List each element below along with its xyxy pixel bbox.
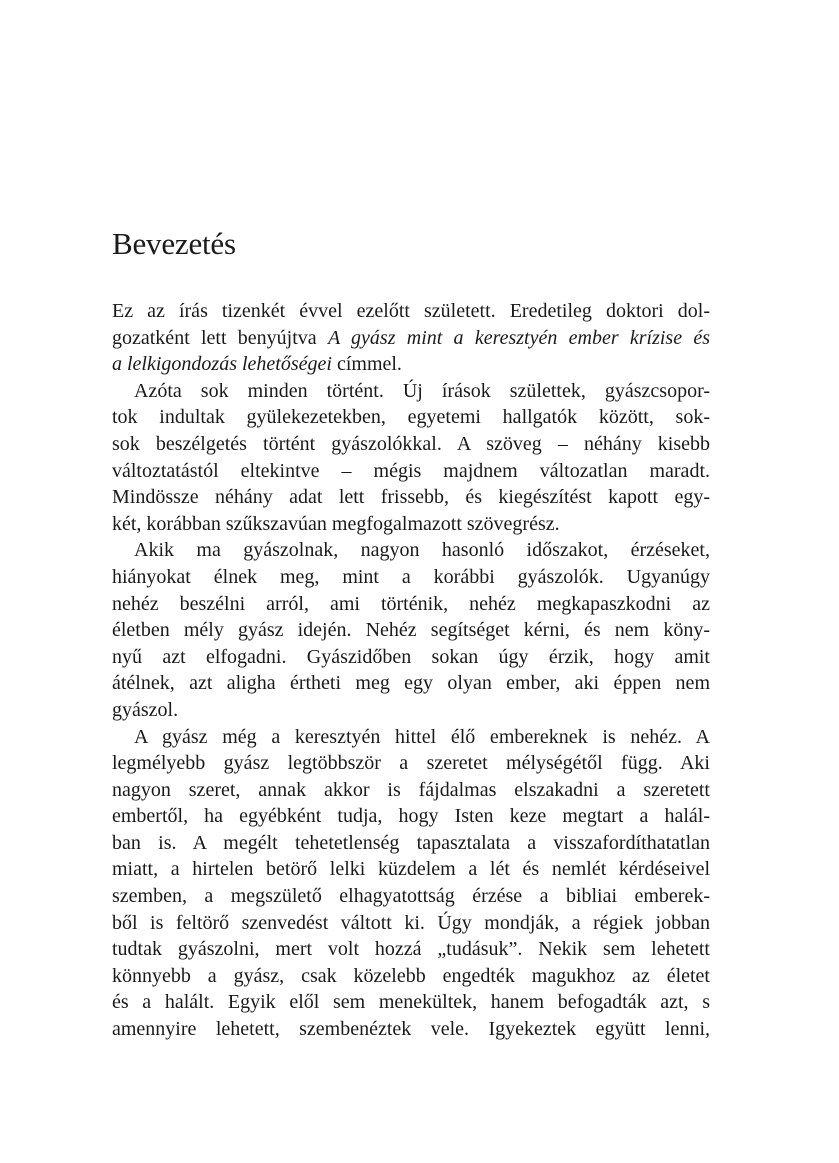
text-line: amennyire lehetett, szembenéztek vele. Igyekeztek együtt lenni, [112, 1018, 710, 1041]
text-line: nehéz beszélni arról, ami történik, nehéz megkapaszkodni az [112, 592, 710, 615]
text-line: sok beszélgetés történt gyászolókkal. A szöveg – néhány kisebb [112, 432, 710, 455]
body-text [112, 298, 710, 1043]
text-line: életben mély gyász idején. Nehéz segítséget kérni, és nem köny- [112, 619, 710, 642]
text-line: ban is. A megélt tehetetlenség tapasztalata a visszafordíthatatlan [112, 831, 710, 854]
page-content [112, 226, 710, 1043]
text-line: átélnek, azt aligha értheti meg egy olyan ember, aki éppen nem [112, 672, 710, 695]
text-segment: címmel. [331, 353, 402, 376]
text-line: tok indultak gyülekezetekben, egyetemi hallgatók között, sok- [112, 406, 710, 429]
text-line: ből is feltörő szenvedést váltott ki. Úgy mondják, a régiek jobban [112, 911, 710, 934]
text-line: hiányokat élnek meg, mint a korábbi gyászolók. Ugyanúgy [112, 565, 710, 588]
text-line: változtatástól eltekintve – mégis majdnem változatlan maradt. [112, 459, 710, 482]
italic-title-text: a lelkigondozás lehetőségei [112, 353, 332, 376]
text-line: szemben, a megszülető elhagyatottság érzése a bibliai emberek- [112, 885, 710, 908]
text-line: Akik ma gyászolnak, nagyon hasonló időszakot, érzéseket, [134, 539, 710, 562]
section-heading: Bevezetés [112, 226, 236, 261]
text-line: tudtak gyászolni, mert volt hozzá „tudásuk”. Nekik sem lehetett [112, 938, 710, 961]
text-line: A gyász még a keresztyén hittel élő embereknek is nehéz. A [134, 725, 710, 748]
text-line [112, 351, 710, 378]
text-segment: gozatként lett benyújtva [112, 326, 328, 349]
text-line: legmélyebb gyász legtöbbször a szeretet mélységétől függ. Aki [112, 752, 710, 775]
text-line: Ez az írás tizenkét évvel ezelőtt született. Eredetileg doktori dol- [112, 300, 710, 322]
italic-title-text: A gyász mint a keresztyén ember krízise és [327, 326, 710, 349]
text-line: nyű azt elfogadni. Gyászidőben sokan úgy érzik, hogy amit [112, 645, 710, 668]
text-line: embertől, ha egyébként tudja, hogy Isten keze megtart a halál- [112, 805, 710, 828]
text-line: nagyon szeret, annak akkor is fájdalmas elszakadni a szeretett [112, 778, 710, 801]
text-line [112, 325, 710, 352]
text-line: gyászol. [112, 698, 179, 721]
text-line: könnyebb a gyász, csak közelebb engedték magukhoz az életet [112, 964, 710, 987]
text-line: két, korábban szűkszavúan megfogalmazott szövegrész. [112, 512, 560, 535]
text-line: Azóta sok minden történt. Új írások születtek, gyászcsopor- [134, 379, 710, 402]
text-line: Mindössze néhány adat lett frissebb, és kiegészítést kapott egy- [112, 486, 710, 509]
text-line: és a halált. Egyik elől sem menekültek, hanem befogadták azt, s [112, 991, 710, 1014]
text-line: miatt, a hirtelen betörő lelki küzdelem a lét és nemlét kérdéseivel [112, 858, 710, 881]
